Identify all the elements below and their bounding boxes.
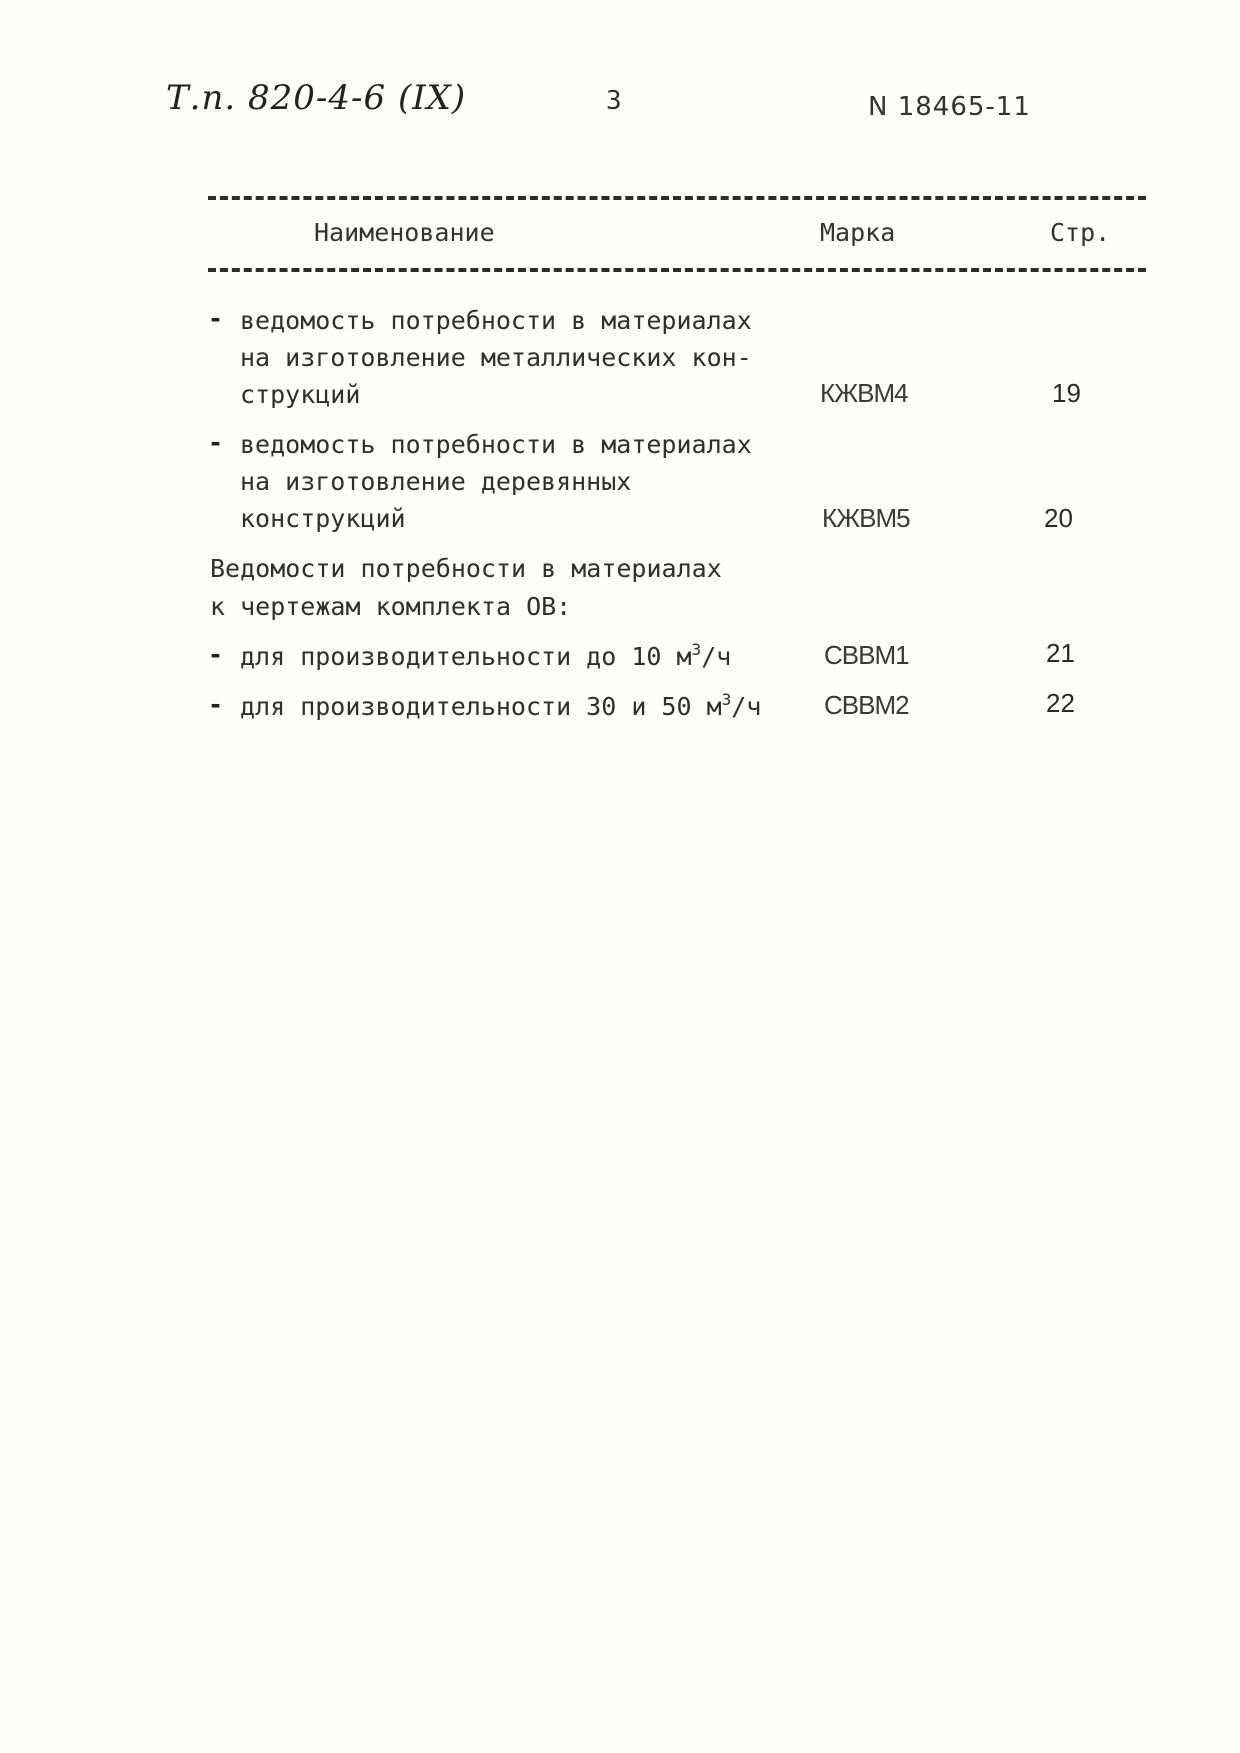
row-bullet: - — [208, 640, 224, 669]
row-name-text: для производительности 30 и 50 м — [240, 692, 722, 721]
row-mark: СВВМ2 — [824, 690, 909, 720]
row-bullet: - — [208, 690, 224, 719]
column-header-mark: Марка — [820, 218, 896, 247]
row-mark: СВВМ1 — [824, 640, 909, 670]
unit-superscript: 3 — [721, 690, 732, 709]
row-name-line: ведомость потребности в материалах — [240, 306, 752, 335]
row-name-line: на изготовление деревянных — [240, 467, 632, 496]
row-page: 22 — [1046, 688, 1075, 718]
document-number: N 18465-11 — [868, 92, 1031, 122]
row-mark: КЖВМ4 — [820, 378, 908, 408]
row-page: 20 — [1044, 503, 1073, 533]
project-designation: Т.п. 820-4-6 (IX) — [166, 78, 467, 118]
row-page: 21 — [1046, 638, 1075, 668]
table-top-rule — [208, 196, 1146, 200]
row-bullet: - — [208, 304, 224, 333]
table-header-rule — [208, 268, 1146, 272]
row-name — [240, 638, 731, 675]
row-name-line: струкций — [240, 380, 361, 409]
column-header-page: Стр. — [1050, 218, 1111, 247]
row-mark: КЖВМ5 — [822, 503, 910, 533]
section-heading-line: Ведомости потребности в материалах — [210, 554, 722, 583]
section-heading-line: к чертежам комплекта ОВ: — [210, 592, 572, 621]
unit-suffix: /ч — [731, 692, 762, 721]
unit-suffix: /ч — [701, 642, 732, 671]
page-number: 3 — [606, 86, 622, 116]
row-name-line: ведомость потребности в материалах — [240, 430, 752, 459]
row-name — [240, 688, 761, 725]
unit-superscript: 3 — [691, 640, 702, 659]
row-page: 19 — [1052, 378, 1081, 408]
column-header-name: Наименование — [314, 218, 495, 247]
row-name-text: для производительности до 10 м — [240, 642, 692, 671]
row-name-line: на изготовление металлических кон- — [240, 343, 752, 372]
row-bullet: - — [208, 428, 224, 457]
row-name-line: конструкций — [240, 504, 406, 533]
